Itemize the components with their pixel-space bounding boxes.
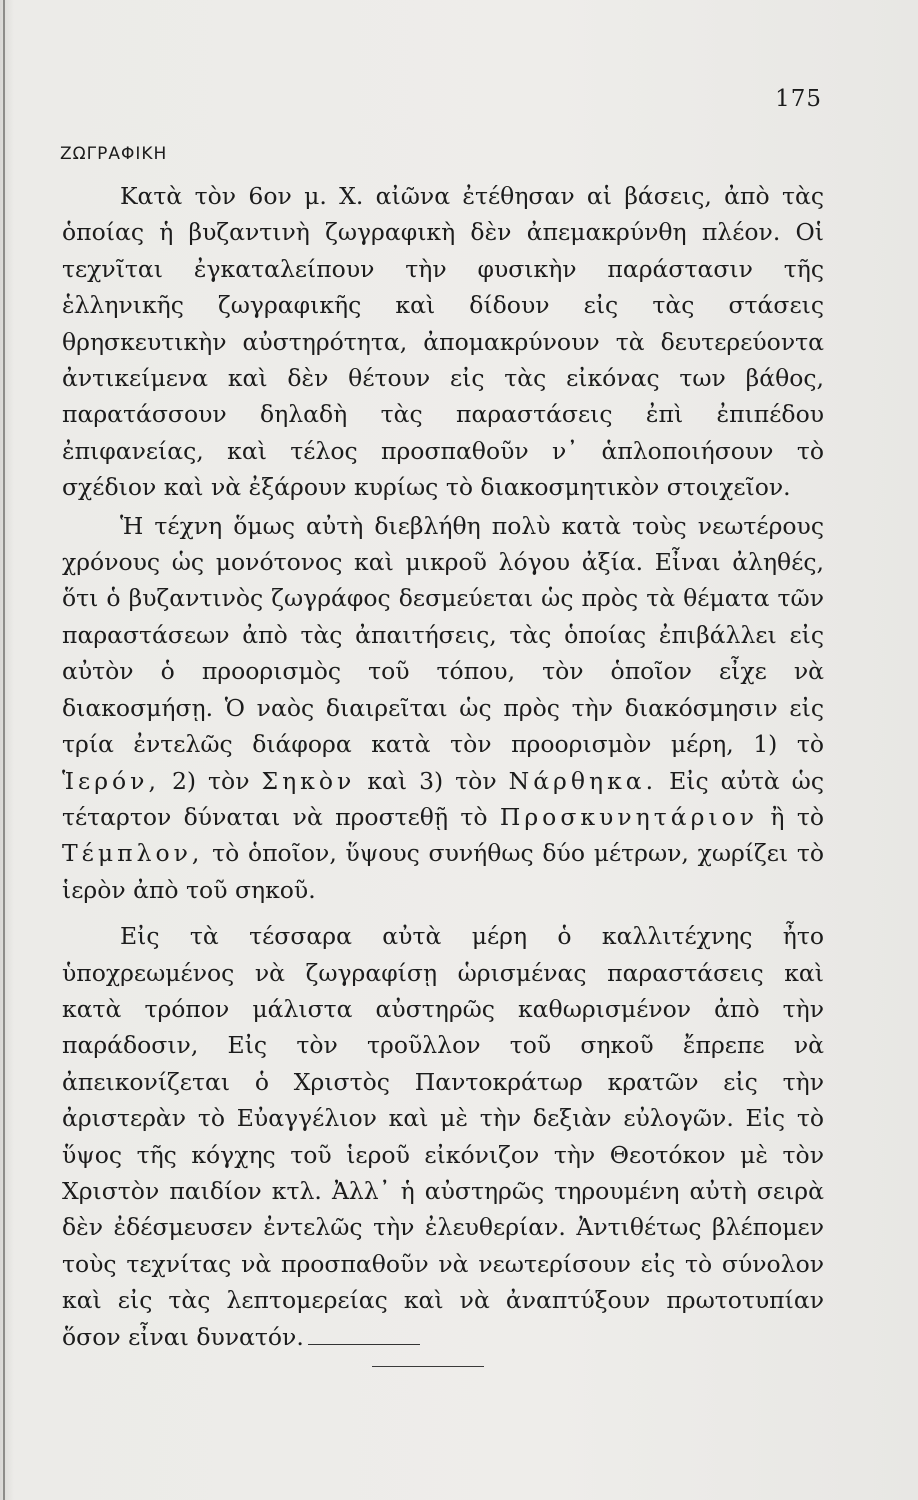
term-templon: Τέμπλον, — [62, 839, 204, 868]
page-spine-edge — [3, 0, 5, 1500]
paragraph-3-text: Εἰς τὰ τέσσαρα αὐτὰ μέρη ὁ καλλιτέχνης ἦτο ὑποχρεωμένος νὰ ζωγραφίσῃ ὡρισμένας παραστάσεις καὶ κατὰ τρόπον μάλιστα αὐστηρῶς καθωρισμένον ἀπὸ τὴν παράδοσιν, Εἰς τὸν τροῦλλον τοῦ σηκοῦ ἔπρεπε νὰ ἀπεικονίζεται ὁ Χριστὸς Παντοκράτωρ κρατῶν εἰς τὴν ἀριστερὰν τὸ Εὐαγγέλιον καὶ μὲ τὴν δεξιὰν εὐλογῶν. Εἰς τὸ ὕψος τῆς κόγχης τοῦ ἱεροῦ εἰκόνιζον τὴν Θεοτόκον μὲ τὸν Χριστὸν παιδίον κτλ. Ἀλλ᾽ ἡ αὐστηρῶς τηρουμένη αὐτὴ σειρὰ δὲν ἐδέσμευσεν ἐντελῶς τὴν ἐλευθερίαν. Ἀντιθέτως βλέπομεν τοὺς τεχνίτας νὰ προσπαθοῦν νὰ νεωτερίσουν εἰς τὸ σύνολον καὶ εἰς τὰς λεπτομερείας καὶ νὰ ἀναπτύξουν πρωτοτυπίαν ὅσον εἶναι δυνατόν. — [62, 922, 824, 1351]
paragraph-2-text-b: 2) τὸν — [171, 766, 250, 795]
paragraph-3 — [62, 918, 824, 1355]
paragraph-2-text-e: ἢ τὸ — [770, 802, 824, 831]
term-narthex: Νάρθηκα. — [508, 766, 658, 795]
end-rule — [308, 1344, 420, 1345]
term-ieron: Ἱερόν, — [62, 766, 160, 795]
term-proskynetarion: Προσκυνητάριον — [499, 802, 759, 831]
paragraph-2 — [62, 508, 824, 908]
paragraph-2-text-a: Ἡ τέχνη ὅμως αὐτὴ διεβλήθη πολὺ κατὰ τοὺς νεωτέρους χρόνους ὡς μονότονος καὶ μικροῦ λόγου ἀξία. Εἶναι ἀληθές, ὅτι ὁ βυζαντινὸς ζωγράφος δεσμεύεται ὡς πρὸς τὰ θέματα τῶν παραστάσεων ἀπὸ τὰς ἀπαιτήσεις, τὰς ὁποίας ἐπιβάλλει εἰς αὐτὸν ὁ προορισμὸς τοῦ τόπου, τὸν ὁποῖον εἶχε νὰ διακοσμήσῃ. Ὁ ναὸς διαιρεῖται ὡς πρὸς τὴν διακόσμησιν εἰς τρία ἐντελῶς διάφορα κατὰ τὸν προορισμὸν μέρη, 1) τὸ — [62, 511, 824, 759]
body-text — [62, 178, 824, 1357]
paragraph-2-text-c: καὶ 3) τὸν — [367, 766, 497, 795]
paragraph-2-text-f: τὸ ὁποῖον, ὕψους συνήθως δύο μέτρων, χωρίζει τὸ ἱερὸν ἀπὸ τοῦ σηκοῦ. — [62, 839, 824, 904]
term-sekon: Σηκὸν — [261, 766, 356, 795]
page-number: 175 — [775, 86, 822, 112]
paragraph-2-text-d: Εἰς αὐτὰ ὡς τέταρτον δύναται νὰ προστεθῇ τὸ — [62, 766, 824, 831]
footnote-separator-rule — [372, 1366, 484, 1367]
paragraph-1: Κατὰ τὸν 6ον μ. Χ. αἰῶνα ἐτέθησαν αἱ βάσεις, ἀπὸ τὰς ὁποίας ἡ βυζαντινὴ ζωγραφικὴ δὲν ἀπεμακρύνθη πλέον. Οἱ τεχνῖται ἐγκαταλείπουν τὴν φυσικὴν παράστασιν τῆς ἑλληνικῆς ζωγραφικῆς καὶ δίδουν εἰς τὰς στάσεις θρησκευτικὴν αὐστηρότητα, ἀπομακρύνουν τὰ δευτερεύοντα ἀντικείμενα καὶ δὲν θέτουν εἰς τὰς εἰκόνας των βάθος, παρατάσσουν δηλαδὴ τὰς παραστάσεις ἐπὶ ἐπιπέδου ἐπιφανείας, καὶ τέλος προσπαθοῦν ν᾽ ἁπλοποιήσουν τὸ σχέδιον καὶ νὰ ἐξάρουν κυρίως τὸ διακοσμητικὸν στοιχεῖον. — [62, 182, 824, 502]
running-head: ΖΩΓΡΑΦΙΚΗ — [60, 144, 168, 164]
